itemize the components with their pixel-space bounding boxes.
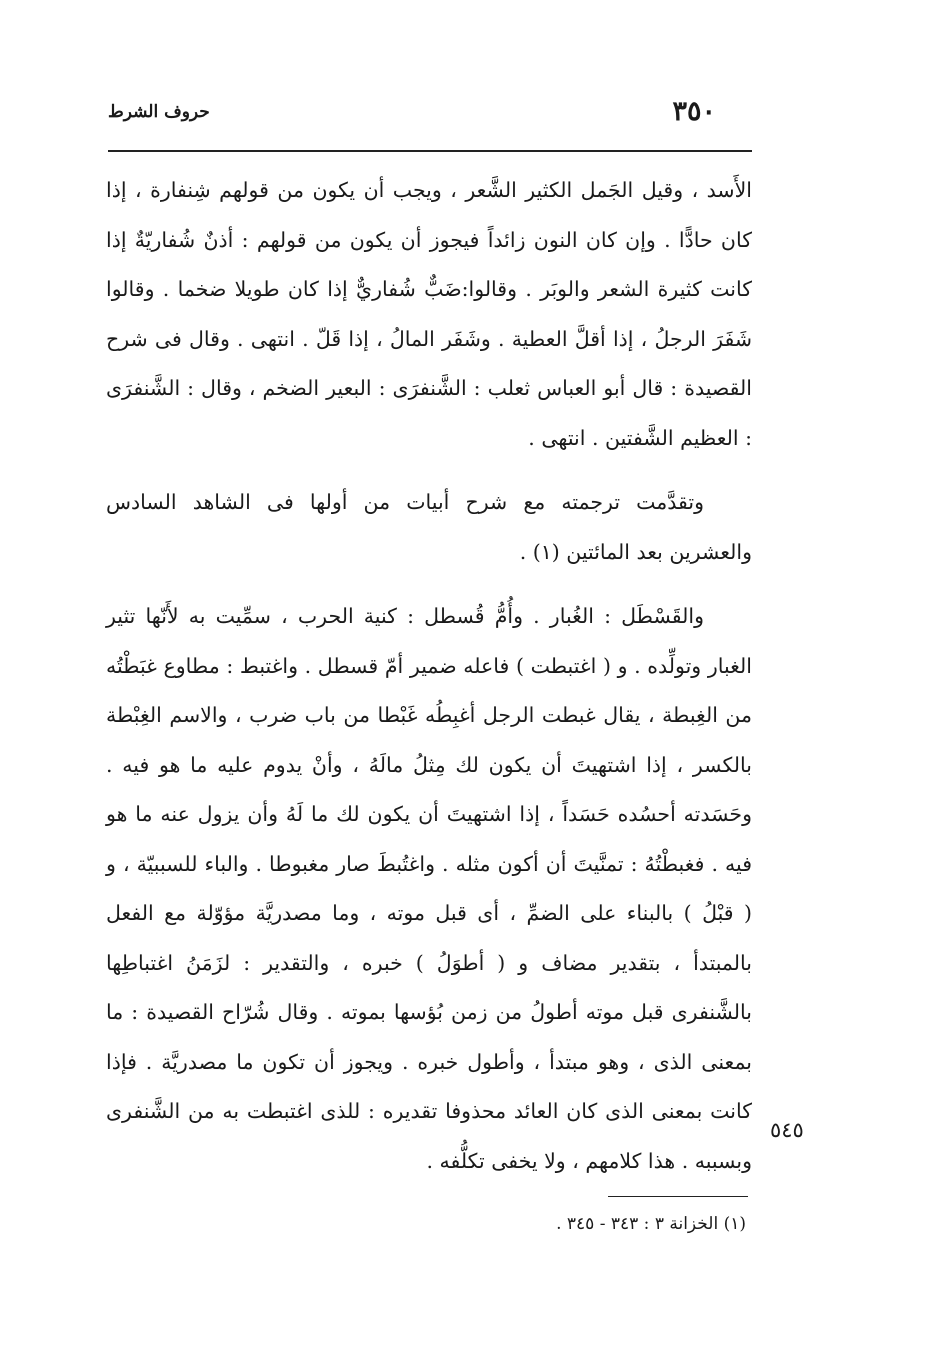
paragraph-2: وتقدَّمت ترجمته مع شرح أبيات من أولها فى الشاهد السادس والعشرين بعد المائتين (١) . [106,490,752,564]
body-text [106,166,752,1186]
footnote-rule [608,1196,748,1197]
page-number: ٣٥٠ [672,96,716,127]
running-title: حروف الشرط [108,102,210,122]
page-header [108,96,752,140]
paragraph-3: والقَسْطَل : الغُبار . وأُمُّ قُسطل : كنية الحرب ، سمِّيت به لأَنّها تثير الغبار وتولِّده . و ( اغتبطت ) فاعله ضمير أمّ قسطل . واغتبط : مطاوع غبَطْتُه من الغِبطة ، يقال غبطت الرجل أغبِطُه غَبْطا من باب ضرب ، والاسم الغِبْطة بالكسر ، إذا اشتهيتَ أن يكون لك مِثلُ مالَهُ ، وأنْ يدوم عليه ما هو فيه . وحَسَدته أحسُده حَسَداً ، إذا اشتهيتَ أن يكون لك ما لَهُ وأن يزول عنه ما هو فيه . فغبطْتُهُ : تمنَّيتَ أن أكون مثله . واغتُبطَ صار مغبوطا . والباء للسببيّة ، و ( قبْلُ ) بالبناء على الضمِّ ، أى قبل موته ، وما مصدريَّة مؤوّلة مع الفعل بالمبتدأ ، بتقدير مضاف و ( أطوَلُ ) خبره ، والتقدير : لزَمَنُ اغتباطِها بالشَّنفرى قبل موته أطولُ من زمن بُؤسها بموته . وقال شُرّاح القصيدة : ما بمعنى الذى ، وهو مبتدأ ، وأطول خبره . ويجوز أن تكون ما مصدريَّة . فإذا كانت بمعنى الذى كان العائد محذوفا تقديره : للذى اغتبطت به من الشَّنفرى وبسببه . هذا كلامهم ، ولا يخفى تكلُّفه . [106,604,752,1173]
header-rule [108,150,752,152]
margin-verse-number: ٥٤٥ [770,1118,804,1142]
paragraph-1: الأَسد ، وقيل الجَمل الكثير الشَّعر ، ويجب أن يكون من قولهم شِنفارة ، إذا كان حادًّا . وإن كان النون زائداً فيجوز أن يكون من قولهم : أذنٌ شُفاريّةٌ إذا كانت كثيرة الشعر والوبَر . وقالوا:ضَبٌّ شُفاريٌّ إذا كان طويلا ضخما . وقالوا شَفَرَ الرجلُ ، إذا أقلَّ العطية . وشَفَر المالُ ، إذا قَلّ . انتهى . وقال فى شرح القصيدة : قال أبو العباس ثعلب : الشَّنفرَى : البعير الضخم ، وقال : الشَّنفرَى : العظيم الشَّفتين . انتهى . [106,178,752,450]
footnote: (١) الخزانة ٣ : ٣٤٣ - ٣٤٥ . [556,1214,746,1234]
